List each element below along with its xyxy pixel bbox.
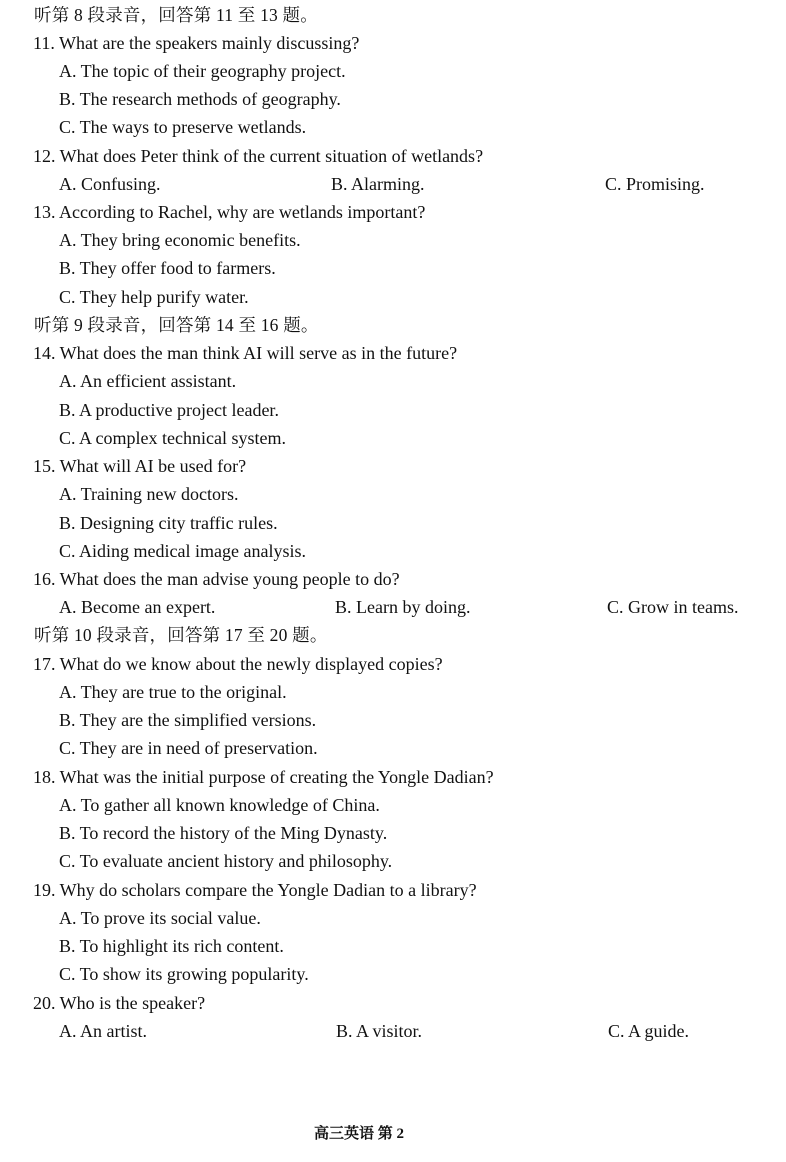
answer-option: A. The topic of their geography project. [59, 61, 346, 81]
section-header: 听第 9 段录音，回答第 14 至 16 题。 [34, 315, 319, 335]
answer-option-row [0, 1017, 786, 1045]
answer-option: B. A productive project leader. [59, 400, 279, 420]
answer-option: C. They help purify water. [59, 287, 249, 307]
answer-option: C. Aiding medical image analysis. [59, 541, 306, 561]
answer-option: B. They are the simplified versions. [59, 710, 317, 730]
answer-option: A. They bring economic benefits. [59, 230, 301, 250]
section-header: 听第 10 段录音，回答第 17 至 20 题。 [34, 625, 328, 645]
answer-option: C. A guide. [608, 1021, 690, 1041]
page-number: 高三英语 第 2 [314, 1126, 405, 1142]
answer-option: A. An efficient assistant. [59, 371, 237, 391]
answer-option: B. To record the history of the Ming Dynasty. [59, 823, 388, 843]
question-stem: 13. According to Rachel, why are wetlands important? [33, 202, 426, 222]
answer-option: A. They are true to the original. [59, 682, 287, 702]
question-stem: 16. What does the man advise young people to do? [33, 569, 400, 589]
answer-option: B. They offer food to farmers. [59, 258, 276, 278]
answer-option: C. They are in need of preservation. [59, 738, 318, 758]
question-stem: 17. What do we know about the newly displayed copies? [33, 654, 443, 674]
answer-option-row [0, 170, 786, 198]
answer-option: B. To highlight its rich content. [59, 936, 284, 956]
answer-option: A. Confusing. [59, 174, 161, 194]
answer-option: C. Grow in teams. [607, 597, 739, 617]
question-stem: 12. What does Peter think of the current situation of wetlands? [33, 146, 484, 166]
question-stem: 11. What are the speakers mainly discussing? [33, 33, 360, 53]
answer-option: B. A visitor. [336, 1021, 423, 1041]
answer-option: B. Alarming. [331, 174, 425, 194]
answer-option: A. To prove its social value. [59, 908, 261, 928]
answer-option: B. The research methods of geography. [59, 89, 341, 109]
answer-option: B. Learn by doing. [335, 597, 471, 617]
answer-option: A. An artist. [59, 1021, 147, 1041]
answer-option: B. Designing city traffic rules. [59, 513, 278, 533]
question-stem: 19. Why do scholars compare the Yongle Dadian to a library? [33, 880, 477, 900]
question-stem: 18. What was the initial purpose of creating the Yongle Dadian? [33, 767, 494, 787]
question-stem: 15. What will AI be used for? [33, 456, 247, 476]
answer-option-row [0, 593, 786, 621]
section-header: 听第 8 段录音，回答第 11 至 13 题。 [34, 5, 318, 25]
answer-option: A. To gather all known knowledge of China. [59, 795, 380, 815]
answer-option: C. To evaluate ancient history and philosophy. [59, 851, 393, 871]
answer-option: C. Promising. [605, 174, 705, 194]
answer-option: C. A complex technical system. [59, 428, 286, 448]
answer-option: C. The ways to preserve wetlands. [59, 117, 307, 137]
answer-option: A. Training new doctors. [59, 484, 239, 504]
answer-option: A. Become an expert. [59, 597, 216, 617]
question-stem: 14. What does the man think AI will serve as in the future? [33, 343, 458, 363]
page-footer [0, 1121, 786, 1147]
answer-option: C. To show its growing popularity. [59, 964, 309, 984]
question-stem: 20. Who is the speaker? [33, 993, 206, 1013]
